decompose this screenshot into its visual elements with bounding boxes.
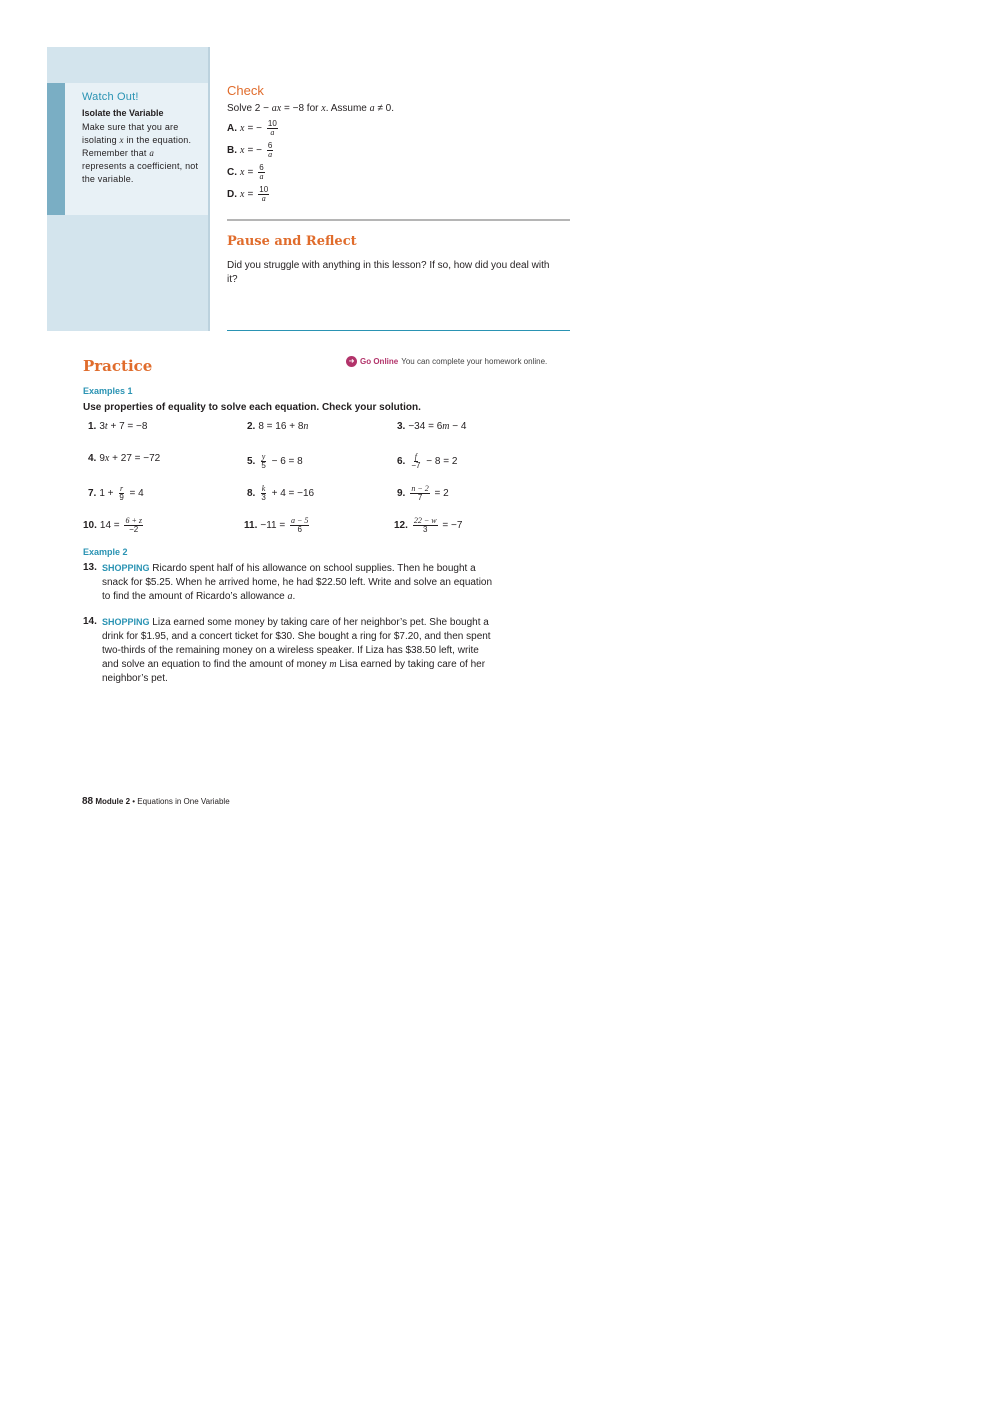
problem-expression: −11 =	[260, 520, 288, 531]
problem-number: 1.	[88, 421, 97, 432]
choice-equals: =	[247, 167, 254, 178]
problem-number: 14.	[83, 616, 97, 627]
problem-variable: m	[329, 659, 337, 670]
choice-equals: =	[247, 189, 254, 200]
go-online-text: You can complete your homework online.	[401, 357, 548, 366]
check-choice-c[interactable]	[227, 164, 267, 181]
fraction-denominator: 3	[261, 493, 266, 502]
sidebar-divider	[208, 47, 210, 331]
problem-number: 13.	[83, 562, 97, 573]
problem-expression-end: = 4	[126, 488, 144, 499]
footer-separator: •	[130, 797, 138, 806]
choice-variable: x	[240, 123, 245, 134]
fraction-denominator: 3	[423, 525, 428, 534]
problem-expression: −34 = 6	[408, 421, 443, 432]
problem-fraction	[260, 485, 266, 502]
problem-variable: t	[104, 421, 108, 432]
examples-1-label: Examples 1	[83, 386, 133, 396]
practice-problem	[394, 517, 462, 534]
problem-fraction	[410, 453, 421, 470]
choice-letter: D.	[227, 189, 237, 200]
choice-variable: x	[240, 145, 245, 156]
example-2-label: Example 2	[83, 547, 128, 557]
problem-expression: 3	[99, 421, 105, 432]
problem-number: 6.	[397, 456, 406, 467]
problem-number: 5.	[247, 456, 256, 467]
problem-number: 12.	[394, 520, 408, 531]
fraction-denominator: −2	[129, 525, 139, 534]
practice-problem	[244, 517, 311, 534]
problem-variable: m	[442, 421, 450, 432]
check-prompt: Solve 2 − ax = −8 for x. Assume a ≠ 0.	[227, 103, 394, 114]
problem-number: 4.	[88, 453, 97, 464]
problem-number: 8.	[247, 488, 256, 499]
module-title: Equations in One Variable	[137, 797, 230, 806]
fraction-denominator: a	[261, 194, 266, 203]
fraction-numerator: 10	[267, 119, 277, 128]
choice-fraction	[267, 120, 278, 137]
fraction-denominator: 6	[297, 525, 302, 534]
problem-fraction	[410, 485, 429, 502]
problem-fraction	[290, 517, 309, 534]
fraction-numerator: r	[119, 484, 124, 493]
practice-problem	[247, 421, 308, 432]
problem-text-end: Lisa earned by taking care of her neighbor’s pet.	[102, 659, 486, 684]
problem-expression: 1 +	[99, 488, 117, 499]
watch-out-accent-bar	[47, 83, 65, 215]
practice-problem	[247, 453, 303, 470]
problem-keyword: SHOPPING	[102, 617, 150, 627]
choice-variable: x	[240, 189, 245, 200]
problem-fraction	[124, 517, 143, 534]
practice-problem	[88, 453, 160, 464]
watch-out-subtitle: Isolate the Variable	[82, 108, 164, 118]
cursor-icon: ➜	[346, 356, 357, 367]
choice-letter: C.	[227, 167, 237, 178]
problem-variable: a	[287, 591, 293, 602]
problem-text: Ricardo spent half of his allowance on school supplies. Then he bought a snack for $5.25. When he arrived home, he had $22.50 left. Write and solve an equation to find the amount of Ricardo’s allowance	[102, 563, 493, 602]
problem-fraction	[260, 453, 266, 470]
choice-fraction	[258, 164, 264, 181]
word-problem-14	[83, 615, 498, 686]
go-online-label: Go Online	[360, 357, 399, 366]
problem-expression-end: − 4	[449, 421, 467, 432]
fraction-numerator: 22 − w	[413, 516, 437, 525]
fraction-denominator: a	[259, 172, 264, 181]
check-choice-a[interactable]	[227, 120, 280, 137]
choice-equals: = −	[247, 123, 262, 134]
choice-equals: = −	[247, 145, 262, 156]
choice-letter: A.	[227, 123, 237, 134]
problem-expression-end: = −7	[439, 520, 463, 531]
practice-problem	[83, 517, 145, 534]
problem-variable: x	[104, 453, 110, 464]
fraction-numerator: 6	[267, 141, 273, 150]
choice-fraction	[267, 142, 273, 159]
problem-number: 11.	[244, 520, 258, 531]
fraction-denominator: 9	[119, 493, 124, 502]
fraction-numerator: 6	[259, 163, 264, 172]
fraction-denominator: 7	[417, 493, 423, 502]
fraction-numerator: y	[261, 452, 266, 461]
practice-title: Practice	[83, 357, 153, 375]
check-choice-b[interactable]	[227, 142, 275, 159]
pause-reflect-title: Pause and Reflect	[227, 234, 357, 249]
problem-number: 3.	[397, 421, 406, 432]
fraction-denominator: a	[268, 150, 273, 159]
practice-instructions: Use properties of equality to solve each equation. Check your solution.	[83, 402, 421, 413]
practice-problem	[88, 421, 147, 432]
problem-expression: 14 =	[99, 520, 123, 531]
fraction-denominator: −7	[411, 461, 421, 470]
fraction-numerator: k	[261, 484, 266, 493]
problem-expression-end: − 8 = 2	[423, 456, 458, 467]
fraction-numerator: 10	[259, 185, 269, 194]
reflect-answer-line[interactable]	[227, 330, 570, 331]
practice-problem	[397, 485, 449, 502]
problem-expression-end: = 2	[431, 488, 449, 499]
module-label: Module 2	[95, 797, 131, 806]
practice-problem	[88, 485, 144, 502]
problem-expression-end: + 27 = −72	[109, 453, 161, 464]
fraction-numerator: f	[414, 452, 418, 461]
watch-out-body: Make sure that you are isolating x in the equation. Remember that a represents a coefficient, not the variable.	[82, 122, 199, 184]
problem-expression-end: − 6 = 8	[268, 456, 303, 467]
choice-letter: B.	[227, 145, 237, 156]
problem-text: Liza earned some money by taking care of her neighbor’s pet. She bought a drink for $1.95, and a concert ticket for $30. She bought a ring for $7.20, and then spent two-thirds of the remaining money on a wireless speaker. If Liza has $38.50 left, write and solve an equation to find the amount of money	[102, 617, 491, 670]
page-number: 88	[82, 796, 94, 807]
problem-expression: 9	[99, 453, 105, 464]
problem-variable: n	[303, 421, 309, 432]
problem-expression-end: + 4 = −16	[268, 488, 315, 499]
problem-number: 10.	[83, 520, 97, 531]
problem-number: 9.	[397, 488, 406, 499]
fraction-denominator: a	[270, 128, 275, 137]
check-title: Check	[227, 83, 264, 98]
fraction-numerator: n − 2	[411, 484, 429, 493]
problem-keyword: SHOPPING	[102, 563, 150, 573]
practice-problem	[247, 485, 314, 502]
fraction-denominator: 5	[261, 461, 266, 470]
practice-problem	[397, 421, 466, 432]
problem-text-end: .	[292, 591, 296, 602]
sidebar-top-panel	[47, 47, 209, 83]
problem-fraction	[413, 517, 438, 534]
problem-expression: 8 = 16 + 8	[258, 421, 304, 432]
choice-variable: x	[240, 167, 245, 178]
problem-fraction	[118, 485, 124, 502]
word-problem-13	[83, 561, 503, 604]
practice-problem	[397, 453, 457, 470]
sidebar-bottom-panel	[47, 215, 209, 331]
pause-reflect-body: Did you struggle with anything in this lesson? If so, how did you deal with it?	[227, 260, 550, 285]
page-footer	[82, 796, 230, 807]
problem-number: 7.	[88, 488, 97, 499]
fraction-numerator: 6 + z	[125, 516, 142, 525]
go-online-link[interactable]	[346, 356, 547, 367]
watch-out-title: Watch Out!	[82, 91, 139, 103]
choice-fraction	[258, 186, 269, 203]
problem-number: 2.	[247, 421, 256, 432]
fraction-numerator: a − 5	[290, 516, 309, 525]
problem-expression-end: + 7 = −8	[107, 421, 148, 432]
check-divider	[227, 219, 570, 221]
check-choice-d[interactable]	[227, 186, 271, 203]
